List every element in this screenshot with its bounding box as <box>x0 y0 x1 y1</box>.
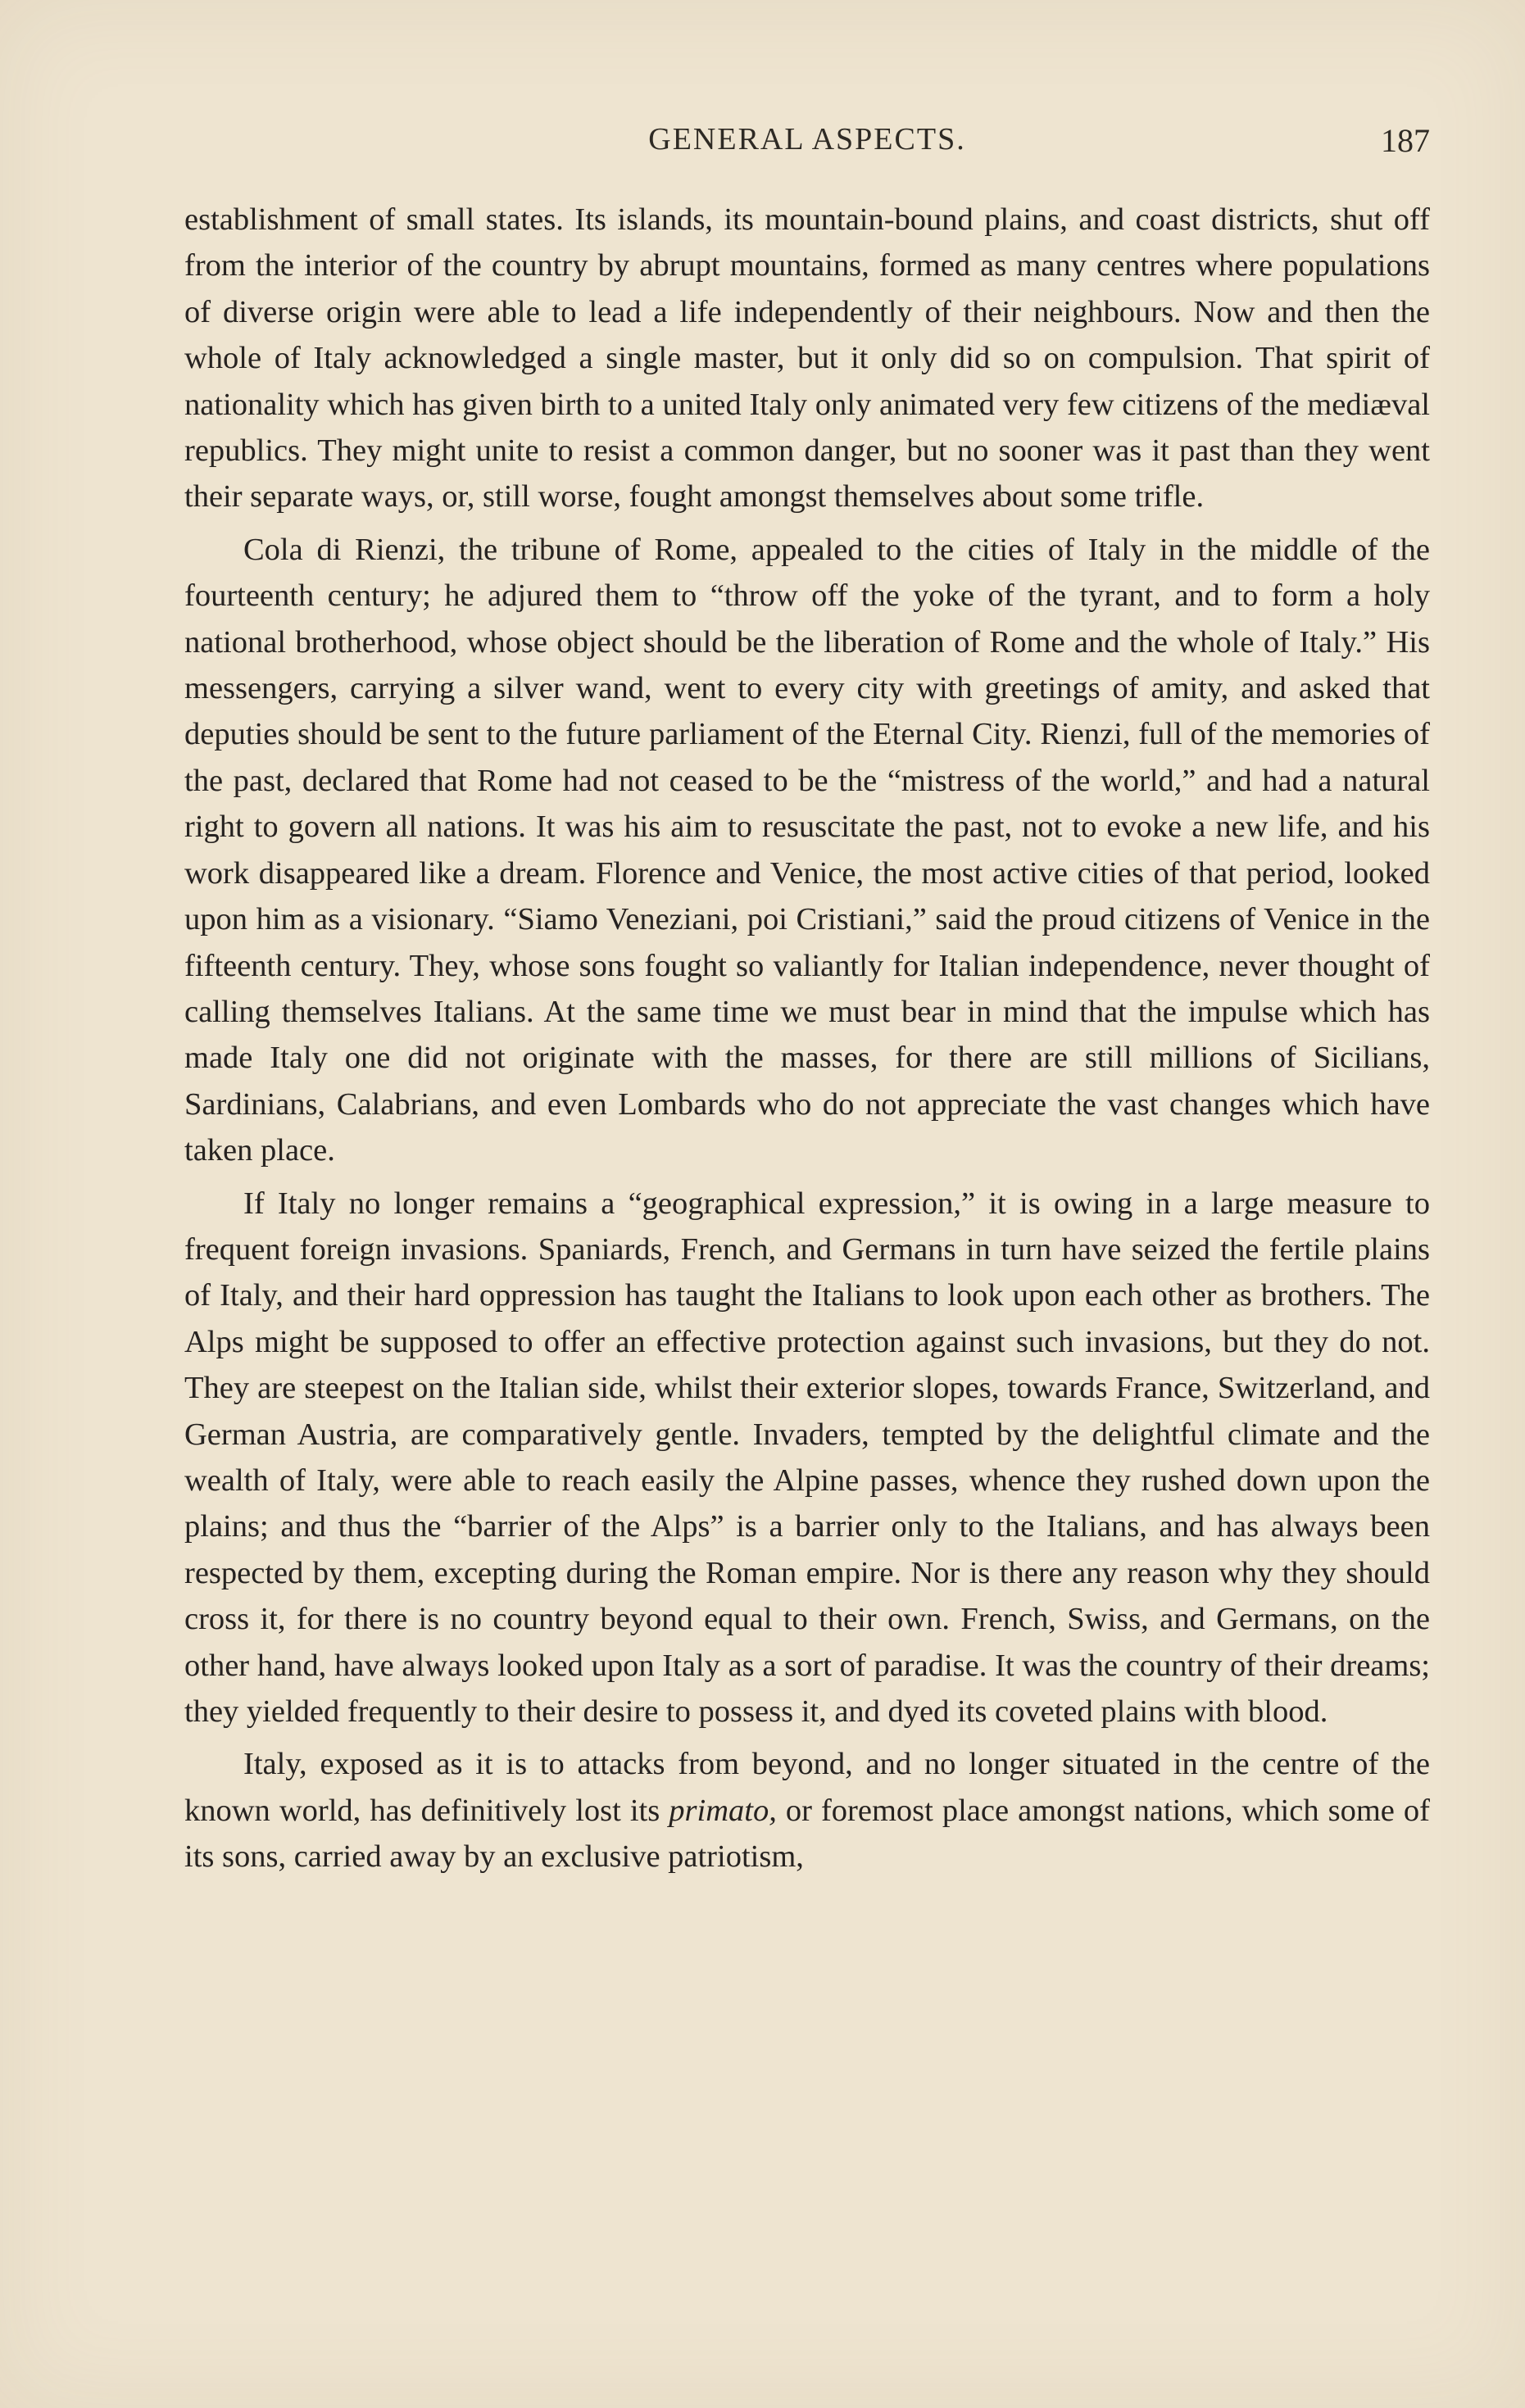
paragraph-1: establishment of small states. Its islands, its mountain-bound plains, and coast districts, shut off from the interior of the country by abrupt mountains, formed as many centres where populations of diverse origin were able to lead a life independently of their neighbours. Now and then the whole of Italy acknowledged a single master, but it only did so on compulsion. That spirit of nationality which has given birth to a united Italy only animated very few citizens of the mediæval republics. They might unite to resist a common danger, but no sooner was it past than they went their separate ways, or, still worse, fought amongst themselves about some trifle. <box>184 202 1430 515</box>
paragraph-3: If Italy no longer remains a “geographical expression,” it is owing in a large measure to frequent foreign invasions. Spaniards, French, and Germans in turn have seized the fertile plains of Italy, and their hard oppression has taught the Italians to look upon each other as brothers. The Alps might be supposed to offer an effective protection against such invasions, but they do not. They are steepest on the Italian side, whilst their exterior slopes, towards France, Switzerland, and German Austria, are comparatively gentle. Invaders, tempted by the delightful climate and the wealth of Italy, were able to reach easily the Alpine passes, whence they rushed down upon the plains; and thus the “barrier of the Alps” is a barrier only to the Italians, and has always been respected by them, excepting during the Roman empire. Nor is there any reason why they should cross it, for there is no country beyond equal to their own. French, Swiss, and Germans, on the other hand, have always looked upon Italy as a sort of paradise. It was the country of their dreams; they yielded frequently to their desire to possess it, and dyed its coveted plains with blood. <box>184 1186 1430 1729</box>
paragraph-4-text-after: or foremost place amongst nations, which some of its sons, carried away by an exclusive patriotism, <box>184 1793 1430 1875</box>
page-number: 187 <box>1381 122 1430 159</box>
paragraph-4 <box>184 1741 1430 1880</box>
page-header <box>184 121 1430 167</box>
paragraph-4-text-before: Italy, exposed as it is to attacks from beyond, and no longer situated in the centre of the known world, has definitively lost its <box>184 1747 1430 1828</box>
body-text <box>184 197 1430 1880</box>
paragraph-2: Cola di Rienzi, the tribune of Rome, appealed to the cities of Italy in the middle of the fourteenth century; he adjured them to “throw off the yoke of the tyrant, and to form a holy national brotherhood, whose object should be the liberation of Rome and the whole of Italy.” His messengers, carrying a silver wand, went to every city with greetings of amity, and asked that deputies should be sent to the future parliament of the Eternal City. Rienzi, full of the memories of the past, declared that Rome had not ceased to be the “mistress of the world,” and had a natural right to govern all nations. It was his aim to resuscitate the past, not to evoke a new life, and his work disappeared like a dream. Florence and Venice, the most active cities of that period, looked upon him as a visionary. “Siamo Veneziani, poi Cristiani,” said the proud citizens of Venice in the fifteenth century. They, whose sons fought so valiantly for Italian independence, never thought of calling themselves Italians. At the same time we must bear in mind that the impulse which has made Italy one did not originate with the masses, for there are still millions of Sicilians, Sardinians, Calabrians, and even Lombards who do not appreciate the vast changes which have taken place. <box>184 532 1430 1168</box>
italic-term: primato, <box>669 1793 777 1828</box>
running-head: GENERAL ASPECTS. <box>648 122 966 156</box>
